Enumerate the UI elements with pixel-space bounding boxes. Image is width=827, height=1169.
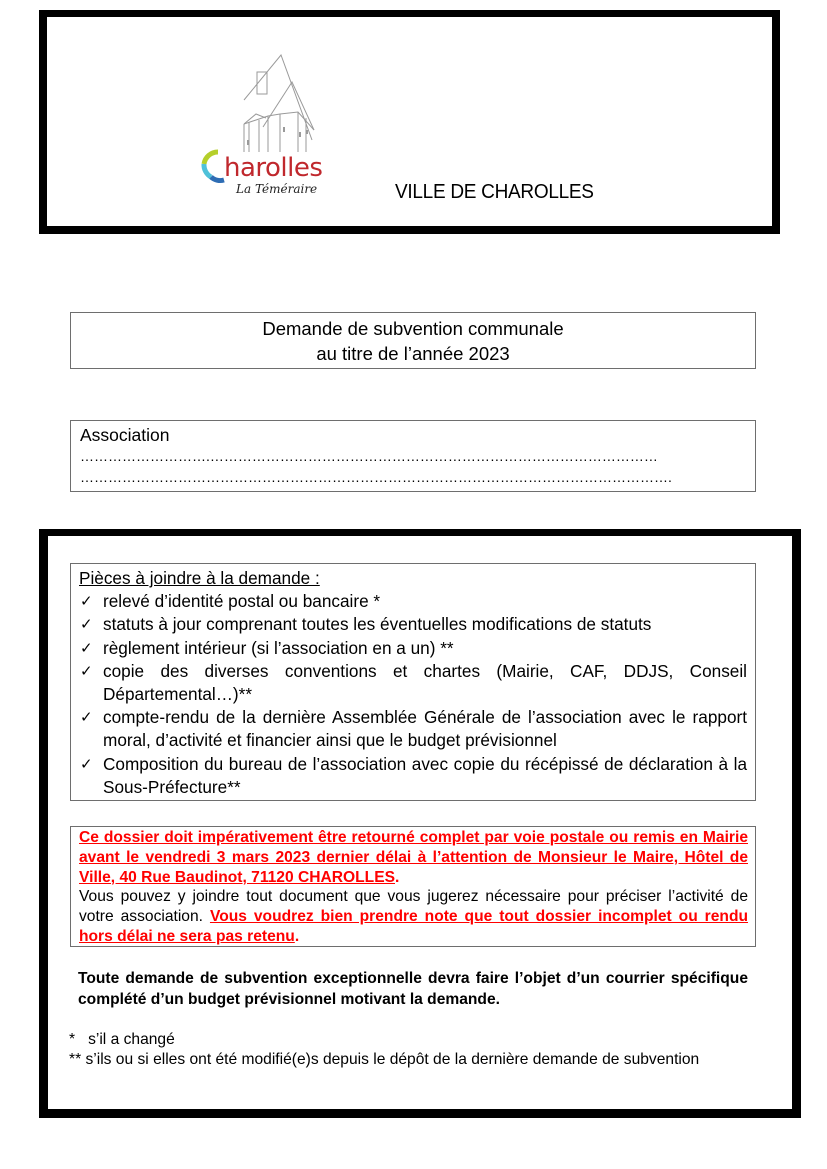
checkmark-icon: ✓ bbox=[80, 755, 93, 773]
exceptional-subsidy-note: Toute demande de subvention exceptionnelle devra faire l’objet d’un courrier spécifique complété d’un budget prévisionnel motivant la demande. bbox=[78, 970, 748, 1008]
required-documents-list bbox=[79, 590, 747, 799]
association-field-box[interactable] bbox=[70, 420, 756, 492]
checkmark-icon: ✓ bbox=[80, 593, 93, 611]
association-label: Association bbox=[80, 425, 170, 445]
checkmark-icon: ✓ bbox=[80, 616, 93, 634]
form-title-box bbox=[70, 312, 756, 369]
form-title-line1: Demande de subvention communale bbox=[262, 318, 564, 339]
list-item: ✓ statuts à jour comprenant toutes les éventuelles modifications de statuts bbox=[79, 613, 747, 636]
checkmark-icon: ✓ bbox=[80, 639, 93, 657]
footnotes bbox=[69, 1030, 769, 1070]
association-line-2[interactable]: ………………………………………………………………………………………………………………. bbox=[80, 469, 672, 485]
list-item: ✓ relevé d’identité postal ou bancaire * bbox=[79, 590, 747, 613]
form-title-line2: au titre de l’année 2023 bbox=[316, 343, 510, 364]
list-item: ✓ Composition du bureau de l’association avec copie du récépissé de déclaration à la Sous-Préfecture** bbox=[80, 753, 747, 797]
list-item: ✓ copie des diverses conventions et chartes (Mairie, CAF, DDJS, Conseil Départemental…)** bbox=[80, 660, 747, 705]
footnote-2: ** s’ils ou si elles ont été modifié(e)s depuis le dépôt de la dernière demande de subvention bbox=[69, 1051, 700, 1068]
svg-text:harolles: harolles bbox=[224, 153, 323, 183]
list-item: ✓ compte-rendu de la dernière Assemblée Générale de l’association avec le rapport moral, d’activité et financier ainsi que le budget prévisionnel bbox=[80, 707, 747, 751]
deadline-notice-text: Ce dossier doit impérativement être retourné complet par voie postale ou remis en Mairie avant le vendredi 3 mars 2023 dernier délai à l’attention de Monsieur le Maire, Hôtel de Ville, 40 Rue Baudinot, 71120 CHAROLLES bbox=[79, 829, 748, 886]
checkmark-icon: ✓ bbox=[80, 662, 93, 680]
checkmark-icon: ✓ bbox=[80, 709, 93, 727]
incomplete-warning-text: Vous voudrez bien prendre note que tout dossier incomplet ou rendu hors délai ne sera pas retenu bbox=[79, 908, 749, 945]
list-item: ✓ règlement intérieur (si l’association en a un) ** bbox=[79, 637, 747, 660]
additional-documents-text: Vous pouvez y joindre tout document que vous jugerez nécessaire pour préciser l’activité de votre association. bbox=[79, 888, 748, 926]
castle-tower-icon bbox=[196, 52, 352, 197]
charolles-logo bbox=[196, 52, 352, 197]
required-documents-heading: Pièces à joindre à la demande : bbox=[79, 568, 320, 588]
footnote-1: * s’il a changé bbox=[69, 1031, 175, 1048]
city-title: VILLE DE CHAROLLES bbox=[395, 181, 594, 203]
association-line-1[interactable]: ……………………….…………………………………………………………………………………… bbox=[80, 448, 658, 464]
required-documents-box bbox=[70, 563, 756, 801]
deadline-notice-box: Ce dossier doit impérativement être retourné complet par voie postale ou remis en Mairie avant le vendredi 3 mars 2023 dernier délai à l’attention de Monsieur le Maire, Hôtel de Ville, 40 Rue Baudinot, 71120 CHAROLLES. Vous pouvez y joindre tout document que vous jugerez nécessaire pour préciser l’activité de votre association. Vous voudrez bien prendre note que tout dossier incomplet ou rendu hors délai ne sera pas retenu. bbox=[70, 826, 756, 947]
svg-text:La Téméraire: La Téméraire bbox=[236, 182, 318, 196]
